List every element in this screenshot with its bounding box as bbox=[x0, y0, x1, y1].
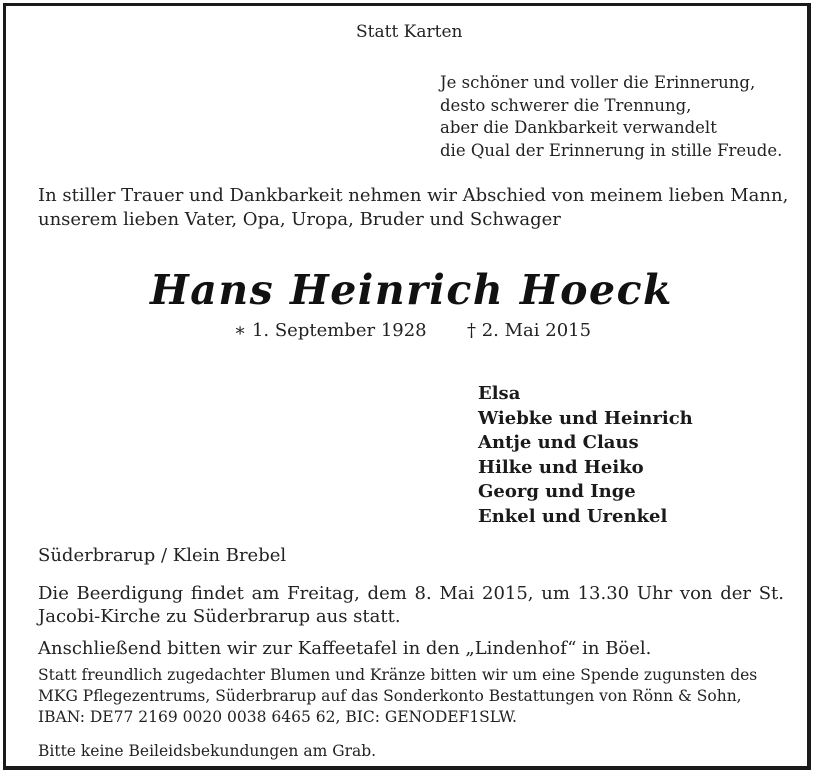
intro-line: unserem lieben Vater, Opa, Uropa, Bruder und Schwager bbox=[38, 209, 561, 230]
donation-line: MKG Pflegezentrums, Süderbrarup auf das Sonderkonto Bestattungen von Rönn & Sohn, bbox=[38, 687, 742, 705]
memorial-poem bbox=[440, 72, 782, 162]
statt-karten: Statt Karten bbox=[356, 22, 463, 42]
death-date: † 2. Mai 2015 bbox=[467, 320, 592, 341]
family-member: Antje und Claus bbox=[478, 432, 639, 453]
deceased-name: Hans Heinrich Hoeck bbox=[150, 266, 673, 314]
birth-date: ∗ 1. September 1928 bbox=[234, 320, 427, 341]
poem-line: Je schöner und voller die Erinnerung, bbox=[440, 73, 756, 92]
place-line: Süderbrarup / Klein Brebel bbox=[38, 545, 287, 566]
poem-line: aber die Dankbarkeit verwandelt bbox=[440, 118, 717, 137]
poem-line: die Qual der Erinnerung in stille Freude. bbox=[440, 140, 783, 160]
no-condolences-note: Bitte keine Beileidsbekundungen am Grab. bbox=[38, 742, 377, 760]
family-member: Enkel und Urenkel bbox=[478, 505, 668, 527]
family-member: Hilke und Heiko bbox=[478, 456, 644, 478]
family-member: Wiebke und Heinrich bbox=[478, 407, 693, 429]
family-member: Georg und Inge bbox=[478, 481, 636, 502]
intro-line: In stiller Trauer und Dankbarkeit nehmen wir Abschied von meinem lieben Mann, bbox=[38, 185, 789, 206]
donation-line: Statt freundlich zugedachter Blumen und Kränze bitten wir um eine Spende zugunsten des bbox=[38, 666, 758, 684]
family-member: Elsa bbox=[478, 383, 521, 404]
donation-info bbox=[38, 665, 784, 728]
poem-line: desto schwerer die Trennung, bbox=[440, 95, 692, 115]
funeral-info: Die Beerdigung findet am Freitag, dem 8. Mai 2015, um 13.30 Uhr von der St. Jacobi-Kirche zu Süderbrarup aus statt. bbox=[38, 583, 784, 627]
coffee-info: Anschließend bitten wir zur Kaffeetafel in den „Lindenhof“ in Böel. bbox=[38, 638, 652, 659]
intro-text bbox=[38, 184, 788, 232]
donation-line: IBAN: DE77 2169 0020 0038 6465 62, BIC: GENODEF1SLW. bbox=[38, 708, 517, 726]
family-list bbox=[478, 382, 693, 529]
